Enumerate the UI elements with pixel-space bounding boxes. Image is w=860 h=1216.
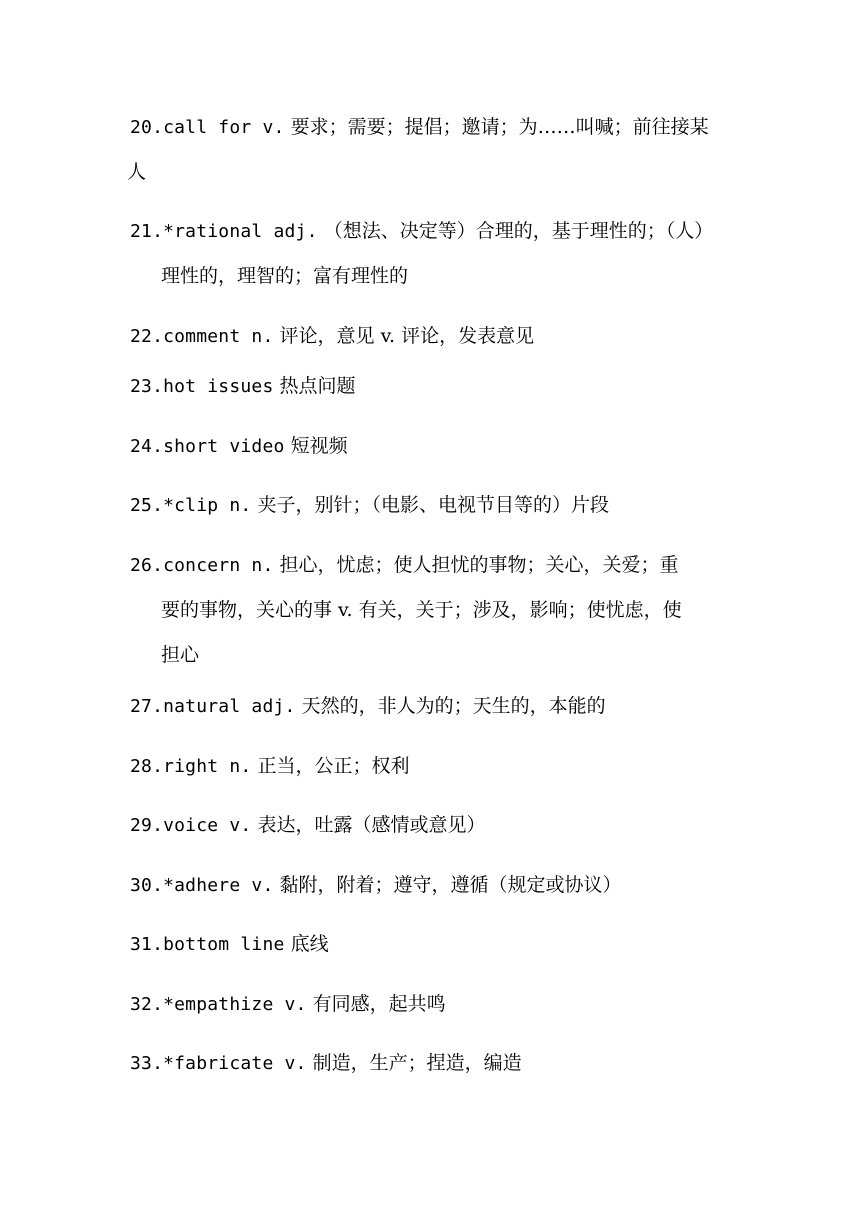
entry-term: 24.short video (130, 436, 285, 457)
entry-definition: 短视频 (290, 435, 348, 457)
entry-term: 21.*rational adj. (130, 221, 318, 242)
entry-definition: 表达，吐露（感情或意见） (257, 814, 486, 836)
vocab-entry-24 (130, 424, 740, 469)
entry-term: 29.voice v. (130, 815, 252, 836)
entry-term: 32.*empathize v. (130, 994, 307, 1015)
vocab-entry-22 (130, 314, 740, 359)
vocab-entry-20 (127, 105, 740, 195)
entry-definition: 担心，忧虑；使人担忧的事物；关心，关爱；重 (279, 554, 679, 576)
entry-definition: 有同感，起共鸣 (312, 993, 446, 1015)
vocab-entry-28 (130, 744, 740, 789)
entry-definition: 要求；需要；提倡；邀请；为……叫喊；前往接某 (290, 116, 709, 138)
entry-term: 23.hot issues (130, 376, 274, 397)
entry-definition-continued: 要的事物，关心的事 v. 有关，关于；涉及，影响；使忧虑，使 (161, 599, 682, 621)
entry-definition: 底线 (290, 933, 329, 955)
entry-term: 27.natural adj. (130, 696, 296, 717)
vocab-entry-32 (130, 982, 740, 1027)
vocab-entry-27 (130, 684, 740, 729)
entry-definition: 天然的，非人为的；天生的，本能的 (301, 695, 606, 717)
entry-definition: 夹子，别针；（电影、电视节目等的）片段 (257, 494, 609, 516)
vocab-entry-31 (130, 922, 740, 967)
entry-term: 25.*clip n. (130, 495, 252, 516)
entry-term: 31.bottom line (130, 934, 285, 955)
vocab-entry-33 (130, 1041, 740, 1086)
entry-definition-continued: 担心 (161, 644, 200, 666)
entry-term: 28.right n. (130, 756, 252, 777)
entry-definition-continued: 人 (127, 161, 147, 183)
entry-term: 20.call for v. (130, 117, 285, 138)
entry-definition: 热点问题 (279, 375, 356, 397)
entry-term: 26.concern n. (130, 555, 274, 576)
vocab-entry-23 (130, 364, 740, 409)
entry-definition-continued: 理性的，理智的；富有理性的 (161, 265, 409, 287)
entry-term: 22.comment n. (130, 326, 274, 347)
entry-term: 33.*fabricate v. (130, 1053, 307, 1074)
entry-definition: 黏附，附着；遵守，遵循（规定或协议） (279, 874, 622, 896)
vocab-entry-30 (130, 863, 740, 908)
entry-definition: 评论，意见 v. 评论，发表意见 (279, 325, 535, 347)
vocab-entry-21 (130, 209, 740, 299)
vocab-entry-26 (130, 543, 740, 678)
vocab-entry-25 (130, 483, 740, 528)
entry-term: 30.*adhere v. (130, 875, 274, 896)
entry-definition: 正当，公正；权利 (257, 755, 410, 777)
vocab-entry-29 (130, 803, 740, 848)
entry-definition: （想法、决定等）合理的，基于理性的；（人） (323, 220, 714, 242)
entry-definition: 制造，生产；捏造，编造 (312, 1052, 522, 1074)
